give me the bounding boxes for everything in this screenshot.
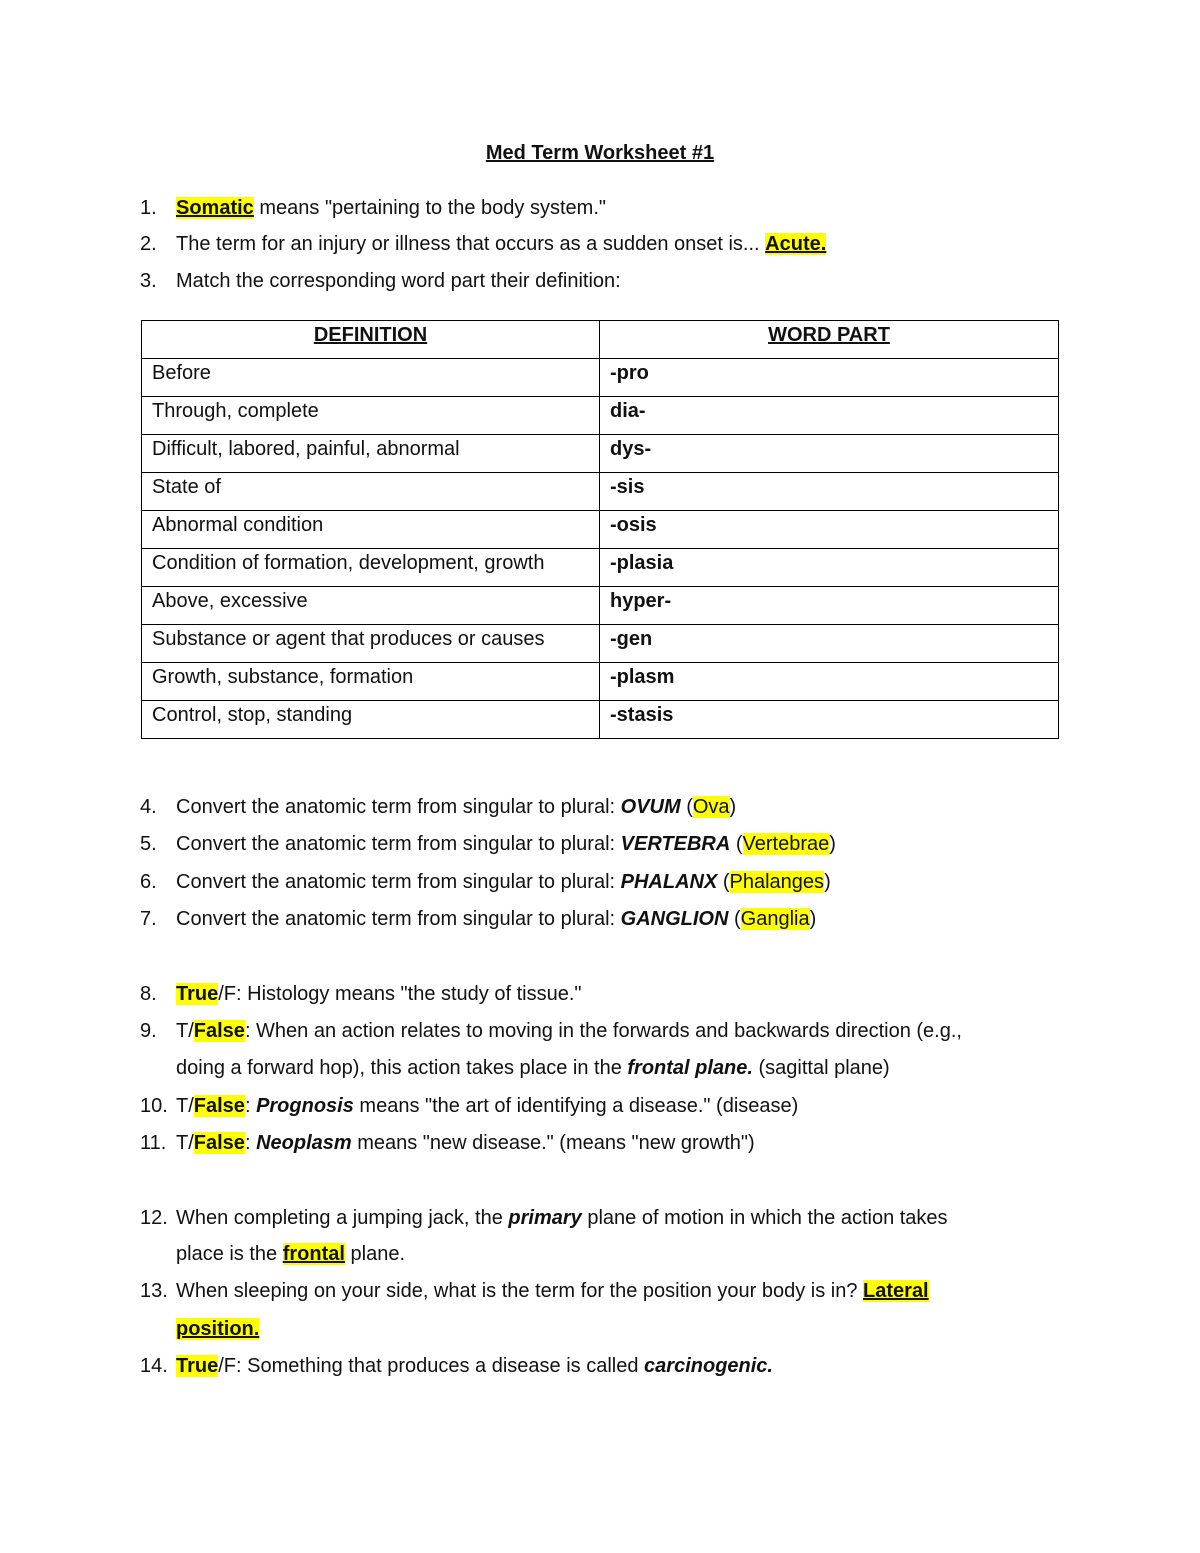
table-row (142, 435, 1059, 473)
question-text: The term for an injury or illness that occurs as a sudden onset is... (176, 233, 766, 255)
definition-cell: Substance or agent that produces or causes (142, 625, 600, 663)
singular-term: GANGLION (620, 908, 729, 930)
question-text: plane. (344, 1243, 406, 1265)
singular-term: OVUM (620, 796, 681, 818)
table-row (142, 397, 1059, 435)
question-number: 5. (140, 833, 157, 855)
definition-cell: Difficult, labored, painful, abnormal (142, 435, 600, 473)
word-part-table (141, 320, 1059, 739)
key-term: Prognosis (256, 1095, 354, 1117)
table-header-row (142, 321, 1059, 359)
word-part-cell: dys- (600, 435, 1059, 473)
tf-prefix: T/ (176, 1020, 194, 1042)
answer-highlight: Somatic (176, 197, 254, 219)
question-number: 1. (140, 197, 157, 219)
answer-highlight: Ganglia (740, 908, 810, 930)
question-9 (176, 1019, 962, 1043)
page-title: Med Term Worksheet #1 (485, 142, 715, 164)
separator: : (244, 1132, 257, 1154)
question-number: 10. (140, 1095, 168, 1117)
singular-term: PHALANX (620, 871, 718, 893)
tf-prefix: T/ (176, 1095, 194, 1117)
question-number: 3. (140, 270, 157, 292)
correction-note: (sagittal plane) (752, 1057, 890, 1079)
question-9-continued (176, 1056, 890, 1080)
question-text: means "new disease." (means "new growth") (351, 1132, 755, 1154)
question-1 (176, 196, 606, 220)
definition-cell: Growth, substance, formation (142, 663, 600, 701)
question-3 (176, 269, 621, 293)
word-part-cell: -plasm (600, 663, 1059, 701)
definition-cell: Abnormal condition (142, 511, 600, 549)
question-4: Convert the anatomic term from singular to plural: OVUM (Ova) (176, 796, 737, 818)
question-7: Convert the anatomic term from singular to plural: GANGLION (Ganglia) (176, 908, 817, 930)
word-part-cell: -pro (600, 359, 1059, 397)
answer-highlight: True (176, 1355, 219, 1377)
table-row (142, 587, 1059, 625)
word-part-cell: hyper- (600, 587, 1059, 625)
question-number: 6. (140, 871, 157, 893)
question-number: 9. (140, 1020, 157, 1042)
definition-cell: Above, excessive (142, 587, 600, 625)
answer-highlight: Ova (692, 796, 730, 818)
question-6: Convert the anatomic term from singular to plural: PHALANX (Phalanges) (176, 871, 831, 893)
separator: : (244, 1095, 257, 1117)
question-2 (176, 232, 826, 256)
question-number: 11. (140, 1132, 167, 1154)
question-number: 13. (140, 1280, 168, 1302)
question-13-continued (176, 1317, 259, 1341)
answer-highlight: False (193, 1020, 245, 1042)
question-text: Match the corresponding word part their definition: (176, 270, 621, 292)
table-row (142, 359, 1059, 397)
key-term: Neoplasm (256, 1132, 352, 1154)
table-row (142, 473, 1059, 511)
table-row (142, 549, 1059, 587)
column-header-definition: DEFINITION (142, 321, 600, 359)
answer-highlight: False (193, 1095, 245, 1117)
answer-highlight: Acute. (765, 233, 827, 255)
question-text: means "the art of identifying a disease." (disease) (353, 1095, 799, 1117)
question-text: : When an action relates to moving in the forwards and backwards direction (e.g., (244, 1020, 962, 1042)
question-text: plane of motion in which the action takes (581, 1207, 948, 1229)
question-number: 14. (140, 1355, 168, 1377)
question-text: Convert the anatomic term from singular to plural: (176, 871, 621, 893)
question-text: /F: Something that produces a disease is called (218, 1355, 645, 1377)
definition-cell: State of (142, 473, 600, 511)
question-12 (176, 1206, 948, 1230)
answer-highlight: False (193, 1132, 245, 1154)
answer-highlight: Vertebrae (742, 833, 830, 855)
answer-highlight: Phalanges (729, 871, 825, 893)
column-header-word-part: WORD PART (600, 321, 1059, 359)
word-part-cell: -gen (600, 625, 1059, 663)
table-row (142, 625, 1059, 663)
question-11 (176, 1131, 755, 1155)
question-10 (176, 1094, 798, 1118)
word-part-cell: -sis (600, 473, 1059, 511)
question-number: 2. (140, 233, 157, 255)
word-part-cell: dia- (600, 397, 1059, 435)
key-term: primary (508, 1207, 582, 1229)
question-text: place is the (176, 1243, 283, 1265)
answer-highlight: frontal (282, 1243, 345, 1265)
question-text: When sleeping on your side, what is the term for the position your body is in? (176, 1280, 864, 1302)
question-5: Convert the anatomic term from singular to plural: VERTEBRA (Vertebrae) (176, 833, 836, 855)
question-text: /F: Histology means "the study of tissue." (218, 983, 582, 1005)
definition-cell: Before (142, 359, 600, 397)
question-number: 12. (140, 1207, 168, 1229)
table-row (142, 511, 1059, 549)
definition-cell: Through, complete (142, 397, 600, 435)
question-text: When completing a jumping jack, the (176, 1207, 509, 1229)
question-text: doing a forward hop), this action takes place in the (176, 1057, 628, 1079)
question-12-continued (176, 1242, 405, 1266)
key-term: frontal plane. (627, 1057, 753, 1079)
question-number: 4. (140, 796, 157, 818)
question-13 (176, 1279, 929, 1303)
question-14 (176, 1354, 773, 1378)
word-part-cell: -plasia (600, 549, 1059, 587)
tf-prefix: T/ (176, 1132, 194, 1154)
question-text: means "pertaining to the body system." (253, 197, 606, 219)
question-text: Convert the anatomic term from singular to plural: (176, 833, 621, 855)
answer-highlight: position. (176, 1318, 260, 1340)
word-part-cell: -stasis (600, 701, 1059, 739)
table-row (142, 663, 1059, 701)
question-text: Convert the anatomic term from singular to plural: (176, 908, 621, 930)
word-part-cell: -osis (600, 511, 1059, 549)
question-number: 7. (140, 908, 157, 930)
question-8 (176, 982, 582, 1006)
question-number: 8. (140, 983, 157, 1005)
definition-cell: Condition of formation, development, growth (142, 549, 600, 587)
answer-highlight: Lateral (863, 1280, 929, 1302)
question-text: Convert the anatomic term from singular to plural: (176, 796, 621, 818)
table-row (142, 701, 1059, 739)
answer-highlight: True (176, 983, 219, 1005)
key-term: carcinogenic. (644, 1355, 773, 1377)
definition-cell: Control, stop, standing (142, 701, 600, 739)
singular-term: VERTEBRA (620, 833, 731, 855)
